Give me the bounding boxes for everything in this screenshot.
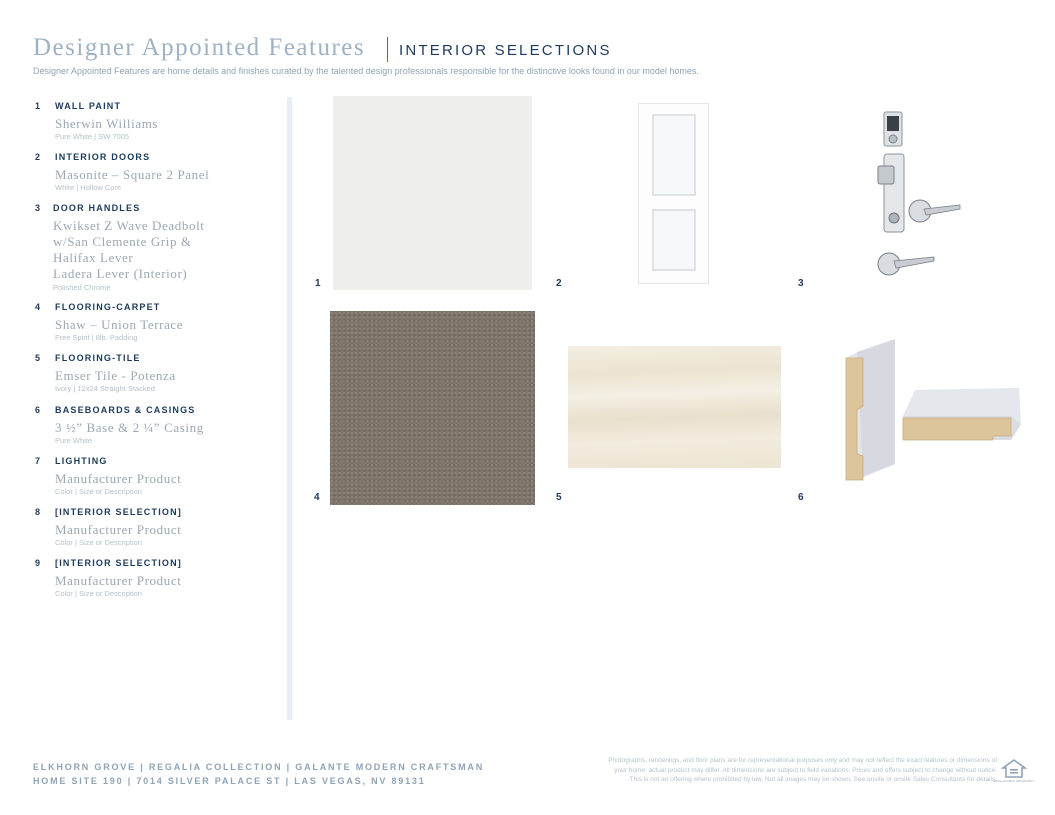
- disclaimer-line: Photographs, renderings, and floor plans are for representational purposes only and may not reflect the exact features or dimensions of: [608, 757, 997, 764]
- feature-number: 9: [35, 558, 41, 568]
- page-subtitle: INTERIOR SELECTIONS: [399, 42, 612, 59]
- feature-category: DOOR HANDLES: [53, 203, 141, 213]
- feature-detail: White | Hollow Core: [55, 183, 122, 192]
- feature-detail: Color | Size or Description: [55, 538, 142, 547]
- feature-detail: Color | Size or Description: [55, 487, 142, 496]
- feature-number: 3: [35, 203, 41, 213]
- feature-product: Shaw – Union Terrace: [55, 317, 184, 332]
- community-info: [33, 760, 484, 788]
- wall-paint-swatch: [333, 96, 532, 290]
- feature-detail: Pure White: [55, 436, 93, 445]
- feature-product: Masonite – Square 2 Panel: [55, 167, 210, 182]
- feature-category: [INTERIOR SELECTION]: [55, 507, 182, 517]
- feature-detail: Pure White | SW 7005: [55, 132, 130, 141]
- feature-product: [53, 218, 253, 282]
- address-line: HOME SITE 190 | 7014 SILVER PALACE ST | LAS VEGAS, NV 89131: [33, 776, 426, 786]
- feature-category: WALL PAINT: [55, 101, 122, 111]
- feature-product-line: Kwikset Z Wave Deadbolt: [53, 218, 205, 233]
- community-line: ELKHORN GROVE | REGALIA COLLECTION | GALANTE MODERN CRAFTSMAN: [33, 762, 484, 772]
- feature-product-line: Ladera Lever (Interior): [53, 266, 188, 281]
- feature-number: 5: [35, 353, 41, 363]
- equal-housing-logo: [993, 759, 1035, 788]
- page-description: Designer Appointed Features are home details and finishes curated by the talented design professionals responsible for the distinctive looks found in our model homes.: [33, 66, 699, 76]
- tile-swatch: [568, 346, 781, 468]
- feature-number: 7: [35, 456, 41, 466]
- feature-number: 8: [35, 507, 41, 517]
- equal-housing-text: EQUAL HOUSING OPPORTUNITY: [993, 780, 1035, 783]
- disclaimer-line: your home; actual product may differ. All dimensions are subject to field variations. Prices and offers subject to change without notice.: [614, 766, 997, 774]
- interior-door-image: [638, 103, 709, 284]
- legal-disclaimer: [527, 756, 997, 785]
- feature-product: Manufacturer Product: [55, 471, 182, 486]
- baseboard-icon: [843, 336, 1023, 482]
- feature-number: 4: [35, 302, 41, 312]
- feature-number: 2: [35, 152, 41, 162]
- door-handles-image: [872, 108, 964, 283]
- feature-product-line: w/San Clemente Grip &: [53, 234, 192, 249]
- feature-product: Emser Tile - Potenza: [55, 368, 176, 383]
- swatch-number: 6: [798, 492, 804, 503]
- feature-category: FLOORING-CARPET: [55, 302, 161, 312]
- baseboard-image: [843, 336, 1023, 482]
- feature-detail: Free Spirit | 8lb. Padding: [55, 333, 138, 342]
- feature-detail: Ivory | 12x24 Straight Stacked: [55, 384, 155, 393]
- swatch-number: 5: [556, 492, 562, 503]
- feature-category: FLOORING-TILE: [55, 353, 141, 363]
- swatch-number: 4: [314, 492, 320, 503]
- feature-number: 6: [35, 405, 41, 415]
- feature-category: BASEBOARDS & CASINGS: [55, 405, 196, 415]
- feature-product: Manufacturer Product: [55, 522, 182, 537]
- disclaimer-line: This is not an offering where prohibited by law. Not all images may be shown. See onsite or onsite Sales Consultants for details.: [629, 776, 997, 783]
- title-divider: [387, 37, 388, 62]
- feature-number: 1: [35, 101, 41, 111]
- feature-product-line: Halifax Lever: [53, 250, 134, 265]
- feature-detail: Polished Chrome: [53, 283, 111, 292]
- equal-housing-icon: [993, 759, 1035, 783]
- sidebar-divider: [287, 97, 292, 720]
- feature-detail: Color | Size or Description: [55, 589, 142, 598]
- feature-category: LIGHTING: [55, 456, 108, 466]
- door-icon: [638, 103, 709, 284]
- feature-product: 3 ½” Base & 2 ¼” Casing: [55, 420, 204, 435]
- feature-category: [INTERIOR SELECTION]: [55, 558, 182, 568]
- feature-category: INTERIOR DOORS: [55, 152, 151, 162]
- swatch-number: 2: [556, 278, 562, 289]
- page-title: Designer Appointed Features: [33, 34, 366, 61]
- swatch-number: 1: [315, 278, 321, 289]
- feature-product: Sherwin Williams: [55, 116, 159, 131]
- feature-product: Manufacturer Product: [55, 573, 182, 588]
- door-handle-icon: [872, 108, 964, 283]
- carpet-swatch: [330, 311, 535, 505]
- swatch-number: 3: [798, 278, 804, 289]
